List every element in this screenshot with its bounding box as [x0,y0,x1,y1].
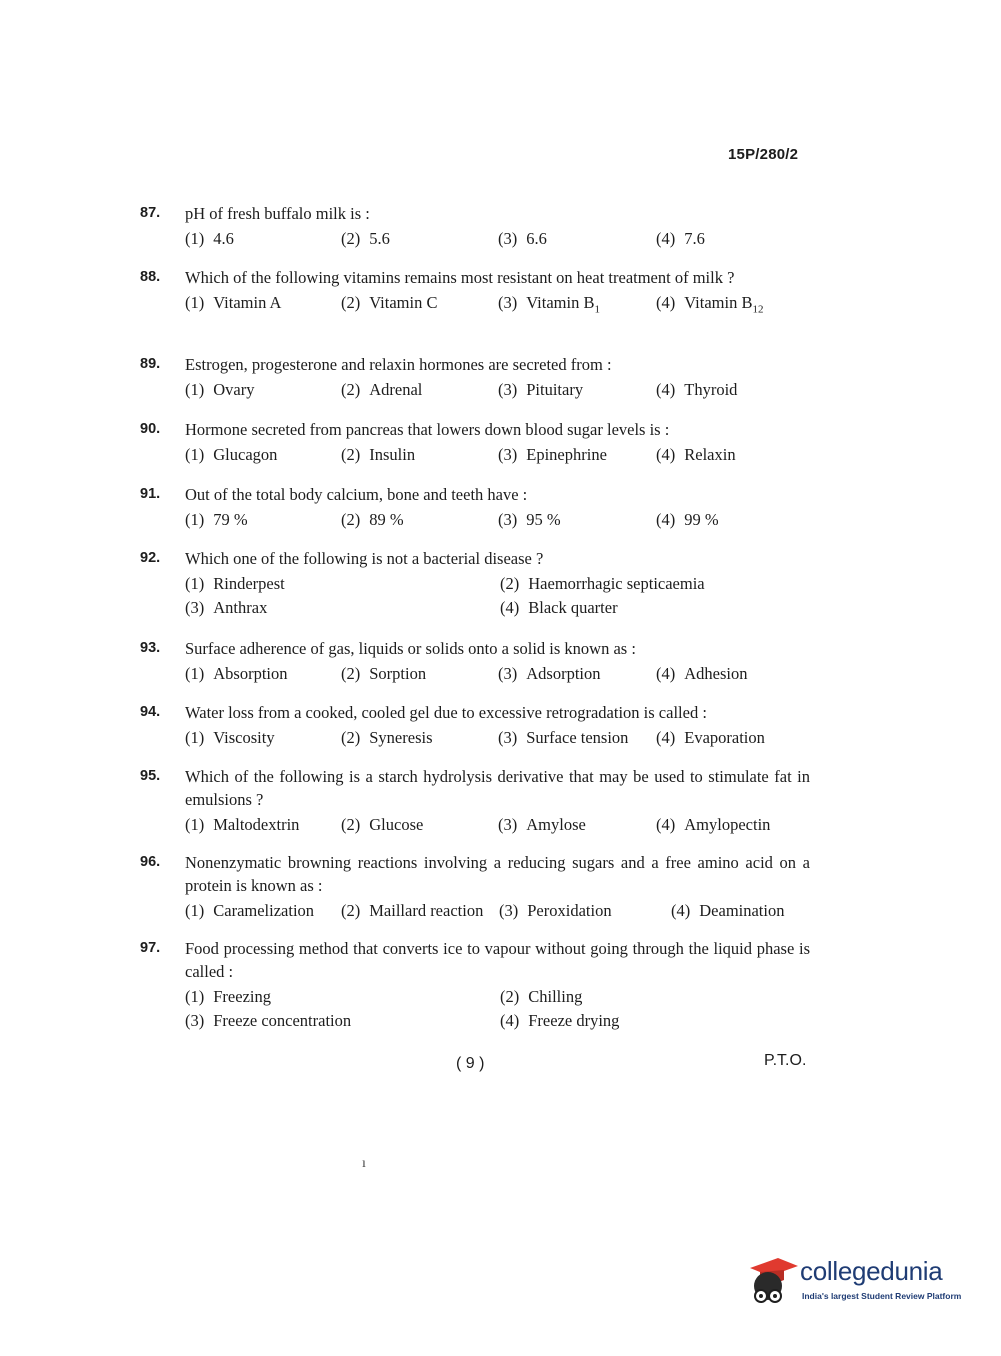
question-text: Out of the total body calcium, bone and teeth have : [185,485,528,504]
question-text: Which of the following is a starch hydrolysis derivative that may be used to stimulate fat in emulsions ? [185,767,810,809]
option-3: (3) Freeze concentration [185,1011,352,1030]
option-3: (3) 6.6 [498,229,547,248]
option-2: (2) Sorption [341,664,427,683]
option-1: (1) Vitamin A [185,293,282,312]
options [185,662,810,685]
option-2: (2) Insulin [341,445,416,464]
options [185,572,810,619]
options [185,508,810,531]
option-3: (3) Surface tension [498,728,629,747]
brand-name: collegedunia [800,1256,943,1286]
option-4: (4) Adhesion [656,664,748,683]
option-2: (2) Glucose [341,815,424,834]
options [185,813,810,836]
question-text: Food processing method that converts ice to vapour without going through the liquid phase is called : [185,939,810,981]
question-93 [140,637,810,685]
option-1: (1) Maltodextrin [185,815,300,834]
question-text: Hormone secreted from pancreas that lowers down blood sugar levels is : [185,420,670,439]
option-2: (2) Haemorrhagic septicaemia [500,574,705,593]
mascot-icon [740,1250,798,1308]
option-3: (3) Peroxidation [499,901,612,920]
option-2: (2) 89 % [341,510,404,529]
brand-tagline: India's largest Student Review Platform [802,1291,962,1301]
option-4: (4) Freeze drying [500,1011,620,1030]
option-3: (3) Pituitary [498,380,584,399]
option-3: (3) Epinephrine [498,445,607,464]
options [185,443,810,466]
collegedunia-watermark [740,1248,970,1310]
option-4: (4) Black quarter [500,598,618,617]
option-1: (1) Glucagon [185,445,278,464]
question-text: Water loss from a cooked, cooled gel due to excessive retrogradation is called : [185,703,707,722]
question-number: 95. [140,768,161,784]
question-90 [140,418,810,466]
options [185,227,810,250]
option-2: (2) Chilling [500,987,583,1006]
option-1: (1) Absorption [185,664,288,683]
question-number: 92. [140,550,161,566]
option-2: (2) Adrenal [341,380,423,399]
question-text: Estrogen, progesterone and relaxin hormones are secreted from : [185,355,612,374]
option-2: (2) Maillard reaction [341,901,484,920]
question-text: Surface adherence of gas, liquids or solids onto a solid is known as : [185,639,636,658]
question-94 [140,701,810,749]
options [185,985,810,1032]
question-number: 91. [140,486,161,502]
question-text: Which of the following vitamins remains most resistant on heat treatment of milk ? [185,268,735,287]
option-4: (4) 7.6 [656,229,705,248]
options [185,291,810,321]
question-96 [140,851,810,922]
question-89 [140,353,810,401]
option-4: (4) Vitamin $B_{12}$ [656,293,764,316]
question-number: 89. [140,356,161,372]
question-92 [140,547,810,619]
question-text: Nonenzymatic browning reactions involving a reducing sugars and a free amino acid on a protein is known as : [185,853,810,895]
question-text: Which one of the following is not a bacterial disease ? [185,549,544,568]
option-2: (2) Vitamin C [341,293,438,312]
question-97 [140,937,810,1032]
question-number: 88. [140,269,161,285]
option-3: (3) Amylose [498,815,586,834]
question-number: 90. [140,421,161,437]
question-number: 94. [140,704,161,720]
question-number: 87. [140,205,161,221]
pto-label: P.T.O. [764,1052,807,1069]
scan-mark: ı [362,1156,366,1171]
option-1: (1) 79 % [185,510,248,529]
page-number: ( 9 ) [456,1055,485,1072]
options [185,378,810,401]
option-1: (1) Freezing [185,987,271,1006]
option-4: (4) Deamination [671,901,785,920]
option-4: (4) Thyroid [656,380,738,399]
option-4: (4) 99 % [656,510,719,529]
option-2: (2) 5.6 [341,229,390,248]
option-3: (3) 95 % [498,510,561,529]
question-number: 96. [140,854,161,870]
option-3: (3) Adsorption [498,664,601,683]
paper-code: 15P/280/2 [728,146,799,163]
option-1: (1) 4.6 [185,229,234,248]
option-3: (3) Anthrax [185,598,268,617]
option-4: (4) Amylopectin [656,815,771,834]
question-88 [140,266,810,321]
option-1: (1) Rinderpest [185,574,285,593]
option-2: (2) Syneresis [341,728,433,747]
option-3: (3) Vitamin $B_1$ [498,293,600,316]
option-1: (1) Caramelization [185,901,315,920]
options [185,899,810,922]
question-number: 93. [140,640,161,656]
options [185,726,810,749]
question-87 [140,202,810,250]
option-4: (4) Evaporation [656,728,765,747]
question-text: pH of fresh buffalo milk is : [185,204,370,223]
question-91 [140,483,810,531]
question-number: 97. [140,940,161,956]
option-1: (1) Ovary [185,380,255,399]
question-95 [140,765,810,836]
option-4: (4) Relaxin [656,445,736,464]
option-1: (1) Viscosity [185,728,275,747]
